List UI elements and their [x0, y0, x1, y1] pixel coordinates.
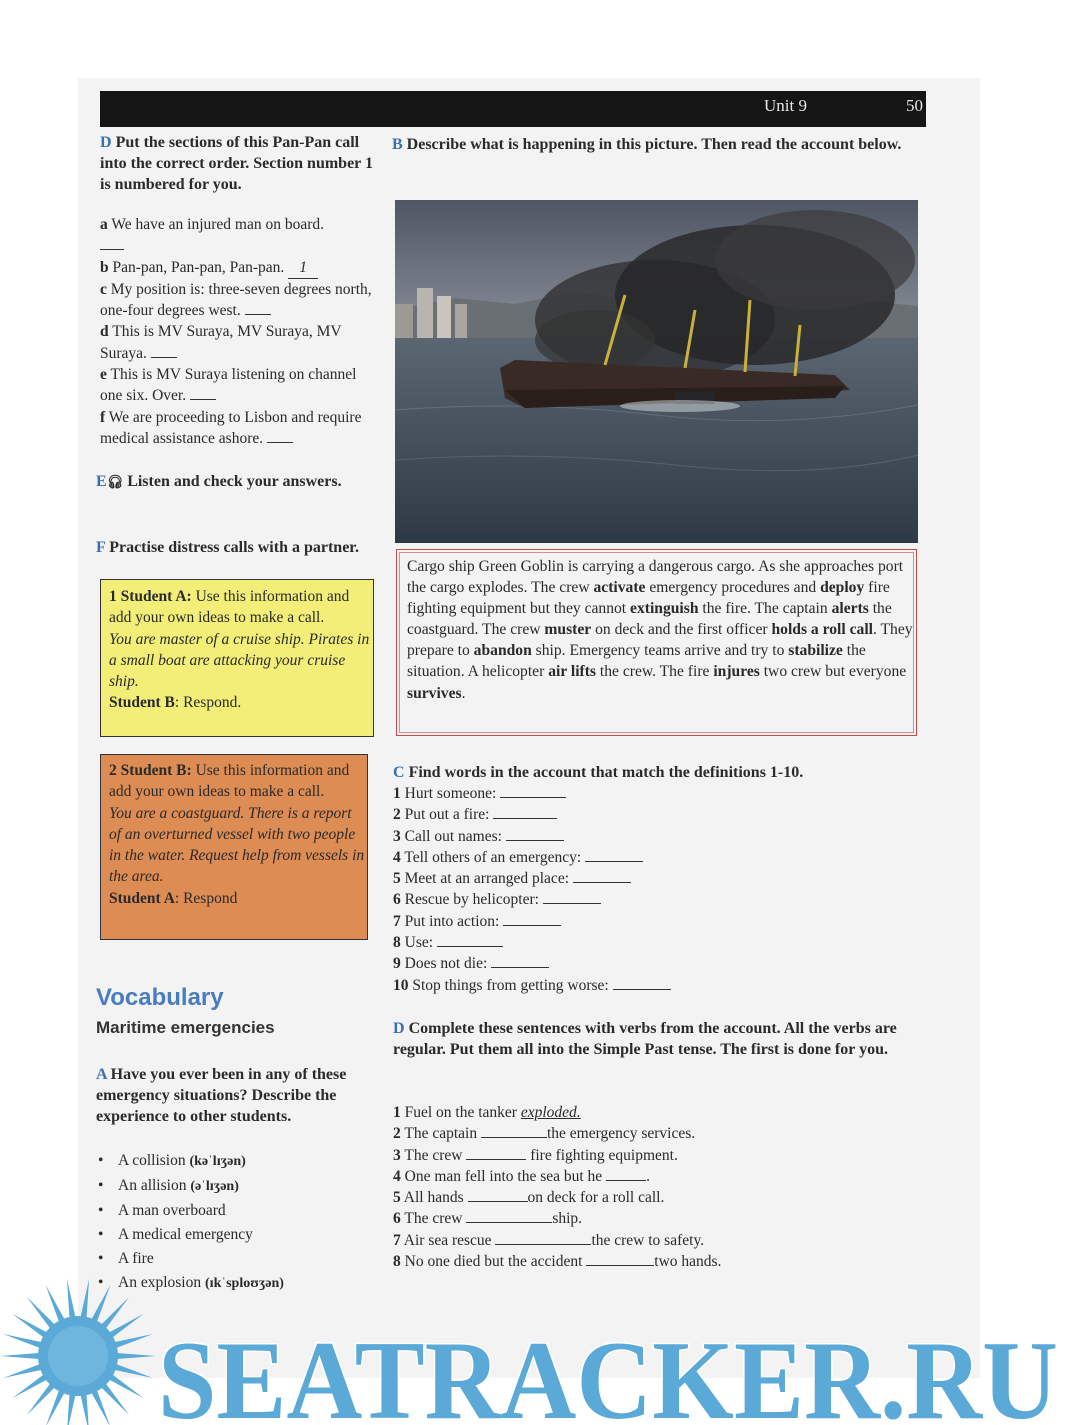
- answer-blank[interactable]: [606, 1168, 646, 1181]
- answer-blank[interactable]: [586, 1253, 654, 1266]
- section-letter: E: [96, 473, 107, 490]
- section-letter: C: [393, 764, 405, 781]
- watermark: [0, 1268, 1080, 1425]
- list-item: 4 One man fell into the sea but he .: [393, 1167, 650, 1185]
- answer-blank[interactable]: [613, 977, 671, 990]
- list-item: a We have an injured man on board.: [100, 214, 375, 257]
- list-item: 6 Rescue by helicopter:: [393, 889, 913, 910]
- list-item: 1 Fuel on the tanker exploded.: [393, 1104, 581, 1121]
- section-d-right-heading: [393, 1018, 923, 1060]
- section-e-instruction: Listen and check your answers.: [127, 473, 342, 490]
- sun-ray: [67, 1391, 76, 1425]
- answer-blank[interactable]: [468, 1189, 528, 1202]
- list-item: 2 The captain the emergency services.: [393, 1125, 696, 1143]
- pan-pan-items: [100, 214, 375, 449]
- sentences-list: [393, 1102, 913, 1272]
- sun-ray: [67, 1279, 76, 1321]
- account-textbox: Cargo ship Green Goblin is carrying a dangerous cargo. As she approaches port the cargo explodes. The crew activate emergency procedures and deploy fire fighting equipment but they cannot extinguish the fire. The captain alerts the coastguard. The crew muster on deck and the first officer holds a roll call. They prepare to abandon ship. Emergency teams arrive and try to stabilize the situation. A helicopter air lifts the crew. The fire injures two crew but everyone survives.: [396, 549, 917, 736]
- burning-ship-photo: [395, 200, 918, 543]
- answer-blank[interactable]: [190, 387, 216, 400]
- list-item: b Pan-pan, Pan-pan, Pan-pan. 1: [100, 257, 375, 279]
- vocab-a-heading: [96, 1064, 371, 1127]
- section-c-heading: [393, 762, 923, 783]
- list-item: 3 Call out names:: [393, 826, 913, 847]
- answer-blank[interactable]: [585, 849, 643, 862]
- section-c-instruction: Find words in the account that match the definitions 1-10.: [408, 764, 804, 781]
- list-item: • An explosion (ɪkˈsploʊʒən): [96, 1271, 284, 1296]
- section-letter: F: [96, 539, 106, 556]
- list-item: • A medical emergency: [96, 1223, 284, 1247]
- list-item: f We are proceeding to Lisbon and require medical assistance ashore.: [100, 408, 362, 447]
- unit-label: Unit 9: [764, 96, 807, 115]
- answer-blank[interactable]: [493, 806, 557, 819]
- list-item: c My position is: three-seven degrees north, one-four degrees west.: [100, 280, 372, 320]
- list-item: d This is MV Suraya, MV Suraya, MV Suraya.: [100, 323, 342, 362]
- section-letter: D: [393, 1020, 405, 1037]
- answer-blank[interactable]: [100, 237, 124, 250]
- answer-blank[interactable]: [267, 430, 293, 443]
- list-item: 4 Tell others of an emergency:: [393, 847, 913, 868]
- list-item: 9 Does not die:: [393, 953, 913, 974]
- list-item: • A collision (kəˈlɪʒən): [96, 1149, 284, 1174]
- vocab-a-instruction: Have you ever been in any of these emergency situations? Describe the experience to other students.: [96, 1066, 347, 1125]
- list-item: 2 Put out a fire:: [393, 804, 913, 825]
- list-item: 7 Air sea rescue the crew to safety.: [393, 1231, 705, 1249]
- vocabulary-subtitle: Maritime emergencies: [96, 1018, 275, 1037]
- list-item: 3 The crew fire fighting equipment.: [393, 1146, 678, 1164]
- list-item: 8 Use:: [393, 932, 913, 953]
- list-item: • A man overboard: [96, 1199, 284, 1223]
- section-d-right-instruction: Complete these sentences with verbs from the account. All the verbs are regular. Put them all into the Simple Past tense. The first is done for you.: [393, 1020, 897, 1058]
- student-b-card: 2 Student B: Use this information and add your own ideas to make a call. You are a coastguard. There is a report of an overturned vessel with two people in the water. Request help from vessels in the area. Student A: Respond: [100, 754, 368, 940]
- section-e-heading: [96, 471, 356, 492]
- list-item: 7 Put into action:: [393, 911, 913, 932]
- list-item: e This is MV Suraya listening on channel one six. Over.: [100, 366, 357, 405]
- list-item: • A fire: [96, 1247, 284, 1271]
- answer-blank[interactable]: [466, 1147, 526, 1160]
- sun-ray: [0, 1353, 42, 1359]
- answer-blank[interactable]: [466, 1210, 552, 1223]
- list-item: 1 Hurt someone:: [393, 783, 913, 804]
- student-a-card: 1 Student A: Use this information and add your own ideas to make a call. You are master of a cruise ship. Pirates in a small boat are attacking your cruise ship. Student B: Respond.: [100, 579, 374, 737]
- answer-blank[interactable]: [481, 1125, 547, 1138]
- section-letter: B: [392, 136, 403, 153]
- sun-ray: [114, 1353, 156, 1359]
- answer-blank[interactable]: [573, 870, 631, 883]
- list-item: 8 No one died but the accident two hands.: [393, 1253, 722, 1271]
- list-item: 5 All hands on deck for a roll call.: [393, 1189, 665, 1207]
- answer-blank[interactable]: [500, 785, 566, 798]
- sun-logo-icon: [0, 1279, 156, 1425]
- vocabulary-title: Vocabulary: [96, 984, 224, 1011]
- section-d-left-heading: [100, 132, 375, 195]
- section-f-heading: [96, 537, 371, 558]
- sun-ray: [80, 1279, 89, 1321]
- answer-blank[interactable]: [491, 955, 549, 968]
- answer-blank[interactable]: [503, 913, 561, 926]
- sun-ray: [3, 1363, 44, 1378]
- sun-ray: [111, 1363, 152, 1378]
- section-d-left-instruction: Put the sections of this Pan-Pan call into the correct order. Section number 1 is numbered for you.: [100, 134, 373, 193]
- answer-blank[interactable]: 1: [288, 257, 318, 279]
- example-answer: exploded.: [520, 1104, 581, 1121]
- answer-blank[interactable]: [543, 891, 601, 904]
- page-number: 50: [906, 96, 923, 115]
- answer-blank[interactable]: [506, 828, 564, 841]
- list-item: 10 Stop things from getting worse:: [393, 975, 913, 996]
- section-b-heading: [392, 134, 922, 155]
- watermark-text: SEATRACKER.RU: [158, 1319, 1058, 1425]
- answer-blank[interactable]: [245, 302, 271, 315]
- section-b-instruction: Describe what is happening in this picture. Then read the account below.: [406, 136, 902, 153]
- sun-ray: [3, 1334, 44, 1349]
- list-item: 5 Meet at an arranged place:: [393, 868, 913, 889]
- section-letter: A: [96, 1066, 107, 1083]
- answer-blank[interactable]: [151, 345, 177, 358]
- list-item: 6 The crew ship.: [393, 1210, 583, 1228]
- definitions-list: [393, 783, 913, 996]
- answer-blank[interactable]: [495, 1232, 591, 1245]
- list-item: • An allision (əˈlɪʒən): [96, 1174, 284, 1199]
- answer-blank[interactable]: [437, 934, 503, 947]
- sun-ray: [80, 1391, 89, 1425]
- headphones-icon: 🎧︎: [106, 474, 124, 489]
- sun-ray: [111, 1334, 152, 1349]
- section-f-instruction: Practise distress calls with a partner.: [109, 539, 359, 556]
- section-letter: D: [100, 134, 112, 151]
